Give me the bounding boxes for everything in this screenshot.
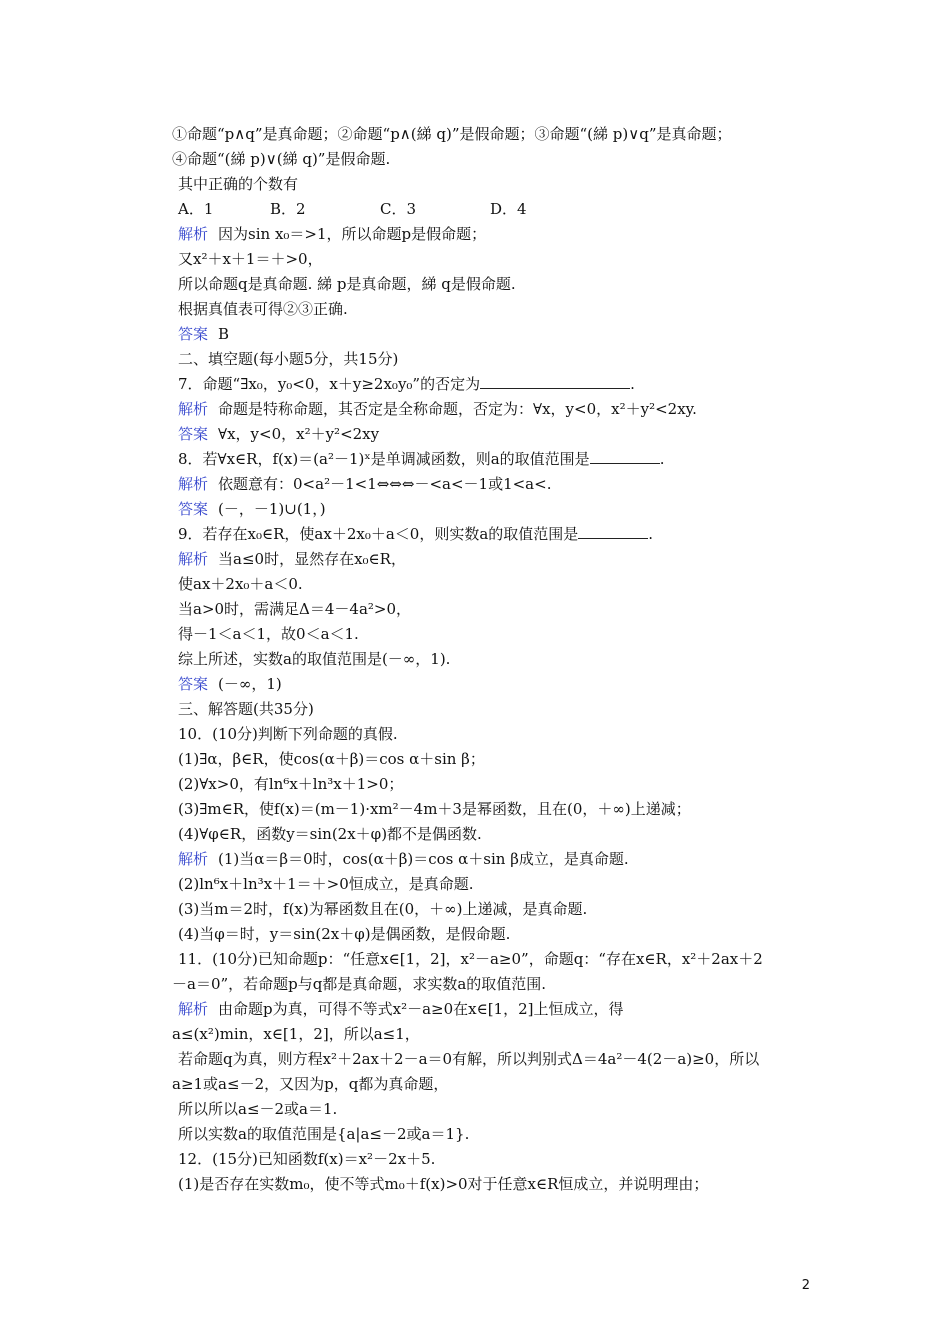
text-line: 所以实数a的取值范围是{a|a≤－2或a＝1}.: [178, 1125, 470, 1143]
text-line: (1)当α＝β＝0时，cos(α＋β)＝cos α＋sin β成立，是真命题.: [218, 850, 629, 868]
text-line: (2)ln⁶x＋ln³x＋1＝＋>0恒成立，是真命题.: [178, 875, 474, 893]
text-line: 8．若∀x∈R，f(x)＝(a²－1)ˣ是单调减函数，则a的取值范围是: [178, 450, 590, 468]
end-mark: .: [630, 375, 635, 393]
text-line: 其中正确的个数有: [178, 175, 299, 193]
section-heading: 三、解答题(共35分): [178, 700, 314, 718]
options-line: [178, 199, 800, 219]
analysis-line: [178, 999, 800, 1019]
text-line: (4)当φ＝时，y＝sin(2x＋φ)是偶函数，是假命题.: [178, 925, 511, 943]
analysis-line: [178, 549, 800, 569]
question-7: [178, 374, 800, 394]
text-line: 由命题p为真，可得不等式x²－a≥0在x∈[1，2]上恒成立，得: [218, 1000, 624, 1018]
answer-line: [178, 674, 800, 694]
analysis-label: 解析: [178, 850, 209, 868]
answer-label: 答案: [178, 675, 209, 693]
text-line: 命题是特称命题，其否定是全称命题，否定为：∀x，y<0，x²＋y²<2xy.: [218, 400, 697, 418]
text-line: (－，－1)∪(1，): [218, 500, 326, 518]
text-line: ①命题“p∧q”是真命题；②命题“p∧(綈 q)”是假命题；③命题“(綈 p)∨q”是真命题；: [172, 125, 732, 143]
analysis-label: 解析: [178, 475, 209, 493]
text-line: 综上所述，实数a的取值范围是(－∞，1).: [178, 650, 451, 668]
text-line: 所以命题q是真命题. 綈 p是真命题，綈 q是假命题.: [178, 275, 516, 293]
text-line: (4)∀φ∈R，函数y＝sin(2x＋φ)都不是偶函数.: [178, 825, 482, 843]
text-line: (1)∃α，β∈R，使cos(α＋β)＝cos α＋sin β；: [178, 750, 485, 768]
analysis-label: 解析: [178, 550, 209, 568]
analysis-line: [178, 474, 800, 494]
option-c: C．3: [380, 200, 417, 218]
answer-blank: [578, 524, 648, 539]
analysis-line: [178, 849, 800, 869]
analysis-label: 解析: [178, 1000, 209, 1018]
section-heading: 二、填空题(每小题5分，共15分): [178, 350, 399, 368]
option-a: A．1: [178, 200, 214, 218]
text-line: (2)∀x>0，有ln⁶x＋ln³x＋1>0；: [178, 775, 404, 793]
text-line: 11．(10分)已知命题p：“任意x∈[1，2]，x²－a≥0”，命题q：“存在x∈R，x²＋2ax＋2: [178, 950, 763, 968]
text-line: 依题意有：0<a²－1<1⇔⇔⇔－<a<－1或1<a<.: [218, 475, 552, 493]
text-line: (3)当m＝2时，f(x)为幂函数且在(0，＋∞)上递减，是真命题.: [178, 900, 588, 918]
end-mark: .: [659, 450, 665, 468]
option-d: D．4: [490, 200, 527, 218]
text-line: (3)∃m∈R，使f(x)＝(m－1)·xm²－4m＋3是幂函数，且在(0，＋∞)上递减；: [178, 800, 691, 818]
text-line: 又x²＋x＋1＝＋>0，: [178, 250, 323, 268]
question-8: [178, 449, 800, 469]
text-line: 12．(15分)已知函数f(x)＝x²－2x＋5.: [178, 1150, 436, 1168]
text-line: 根据真值表可得②③正确.: [178, 300, 348, 318]
text-line: 当a>0时，需满足Δ＝4－4a²>0，: [178, 600, 412, 618]
answer-blank: [590, 449, 660, 464]
text-line: (－∞，1): [218, 675, 282, 693]
answer-label: 答案: [178, 425, 209, 443]
text-line: 7．命题“∃x₀，y₀<0，x＋y≥2x₀y₀”的否定为: [178, 375, 481, 393]
answer-line: [178, 424, 800, 444]
page-number: 2: [801, 1278, 810, 1293]
analysis-label: 解析: [178, 225, 209, 243]
text-line: 因为sin x₀＝>1，所以命题p是假命题；: [218, 225, 487, 243]
text-line: B: [218, 325, 230, 343]
analysis-label: 解析: [178, 400, 209, 418]
question-9: [178, 524, 800, 544]
answer-label: 答案: [178, 500, 209, 518]
text-line: ∀x，y<0，x²＋y²<2xy: [218, 425, 380, 443]
answer-blank: [480, 374, 630, 389]
analysis-line: [178, 399, 800, 419]
analysis-line: [178, 224, 800, 244]
text-line: 使ax＋2x₀＋a＜0.: [178, 575, 303, 593]
text-line: 9．若存在x₀∈R，使ax＋2x₀＋a＜0，则实数a的取值范围是: [178, 525, 579, 543]
text-line: 若命题q为真，则方程x²＋2ax＋2－a＝0有解，所以判别式Δ＝4a²－4(2－a)≥0，所以: [178, 1050, 760, 1068]
text-line: 所以所以a≤－2或a＝1.: [178, 1100, 338, 1118]
option-b: B．2: [270, 200, 306, 218]
text-line: 得－1＜a＜1，故0＜a＜1.: [178, 625, 359, 643]
answer-line: [178, 324, 800, 344]
text-line: a≥1或a≤－2，又因为p，q都为真命题，: [172, 1075, 449, 1093]
answer-line: [178, 499, 800, 519]
text-line: 当a≤0时，显然存在x₀∈R，: [218, 550, 406, 568]
text-line: －a＝0”，若命题p与q都是真命题，求实数a的取值范围.: [172, 975, 547, 993]
text-line: ④命题“(綈 p)∨(綈 q)”是假命题.: [172, 150, 391, 168]
text-line: a≤(x²)min，x∈[1，2]，所以a≤1，: [172, 1025, 420, 1043]
text-line: (1)是否存在实数m₀，使不等式m₀＋f(x)>0对于任意x∈R恒成立，并说明理由；: [178, 1175, 709, 1193]
text-line: 10．(10分)判断下列命题的真假.: [178, 725, 398, 743]
end-mark: .: [648, 525, 654, 543]
answer-label: 答案: [178, 325, 209, 343]
